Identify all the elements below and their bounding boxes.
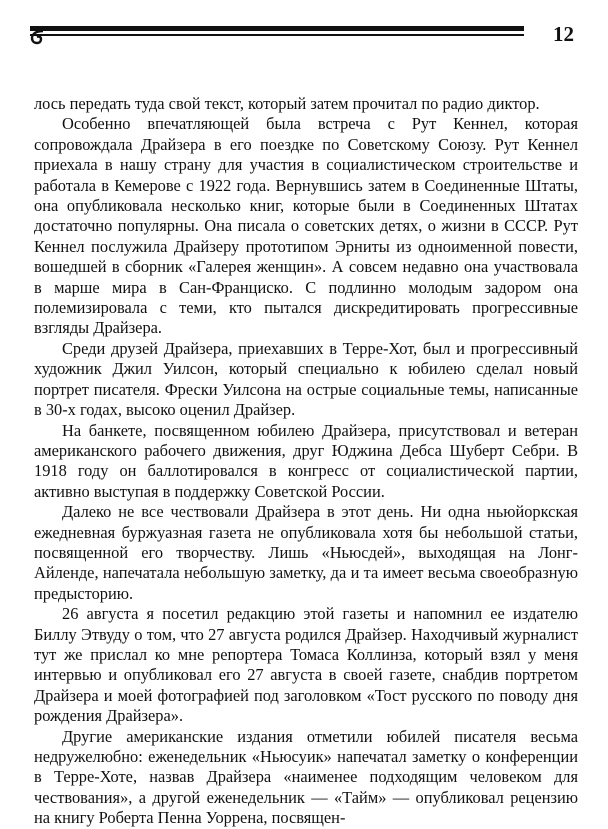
paragraph: лось передать туда свой текст, который затем прочитал по радио диктор. [34, 94, 540, 113]
paragraph: Особенно впечатляющей была встреча с Рут Кеннел, которая сопровождала Драйзера в его поездке по Советскому Союзу. Рут Кеннел приехала в нашу страну для участия в социалистическом строительстве и работала в Кемерове с 1922 года. Вернувшись затем в Соединенные Штаты, она опубликовала несколько книг, которые были в Соединенных Штатах достаточно популярны. Она писала о советских детях, о жизни в СССР. Рут Кеннел послужила Драйзеру прототипом Эрниты из одноименной повести, вошедшей в сборник «Галерея женщин». А совсем недавно она участвовала в марше мира в Сан-Франциско. С подлинно молодым задором она полемизировала с теми, кто пытался дискредитировать прогрессивные взгляды Драйзера. [34, 114, 578, 338]
paragraph: 26 августа я посетил редакцию этой газеты и напомнил ее издателю Биллу Этвуду о том, что 27 августа родился Драйзер. Находчивый журналист тут же прислал ко мне репортера Томаса Коллинза, который взял у меня интервью и опубликовал его 27 августа в своей газете, снабдив портретом Драйзера и моей фотографией под заголовком «Тост русского по поводу дня рождения Драйзера». [34, 604, 578, 726]
ornament-curl-icon [30, 29, 46, 45]
page-body [34, 94, 578, 829]
paragraph: На банкете, посвященном юбилею Драйзера, присутствовал и ветеран американского рабочего движения, друг Юджина Дебса Шуберт Себри. В 1918 году он баллотировался в конгресс от социалистической партии, активно выступая в поддержку Советской России. [34, 420, 578, 501]
header-rule-thin [30, 34, 524, 36]
paragraph: Среди друзей Драйзера, приехавших в Терре-Хот, был и прогрессивный художник Джил Уилсон, который специально к юбилею сделал новый портрет писателя. Фрески Уилсона на острые социальные темы, написанные в 30-х годах, высоко оценил Драйзер. [34, 338, 578, 420]
paragraph: Другие американские издания отметили юбилей писателя весьма недружелюбно: еженедельник «Ньюсуик» напечатал заметку о конференции в Терре-Хоте, назвав Драйзера «наименее подходящим человеком для чествования», а другой еженедельник — «Тайм» — опубликовал рецензию на книгу Роберта Пенна Уоррена, посвящен- [34, 726, 578, 828]
paragraph: Далеко не все чествовали Драйзера в этот день. Ни одна ньюйоркская ежедневная буржуазная газета не опубликовала хотя бы небольшой статьи, посвященной его творчеству. Лишь «Ньюсдей», выходящая на Лонг-Айленде, напечатала небольшую заметку, да и та имеет весьма своеобразную предысторию. [34, 502, 578, 603]
header-rule [30, 26, 524, 40]
header-rule-thick [30, 26, 524, 31]
page-number: 12 [553, 22, 574, 46]
